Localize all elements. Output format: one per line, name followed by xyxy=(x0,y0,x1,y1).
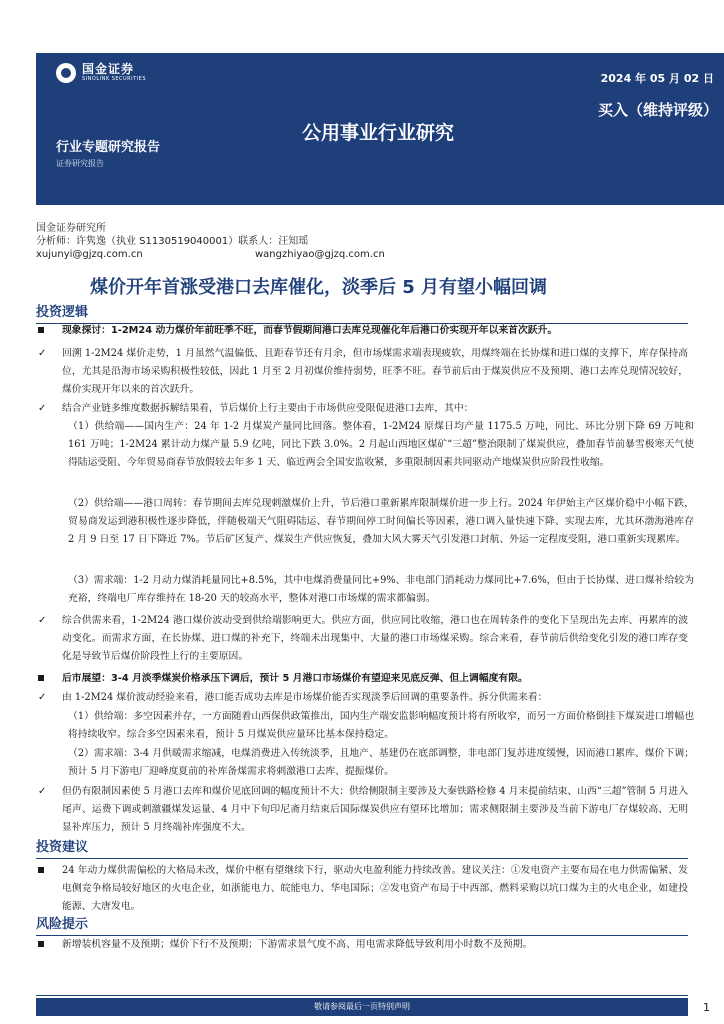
section-risk-warning: 风险提示 xyxy=(36,917,688,936)
square-bullet-icon xyxy=(38,862,44,880)
logic-outlook-intro: 由 1-2M24 煤价波动经验来看，港口能否成功去库是市场煤价能否实现淡季后回调的重要条件。拆分供需来看： xyxy=(62,692,548,703)
logic-review: 回溯 1-2M24 煤价走势，1 月虽然气温偏低、且距春节还有月余，但市场煤需求端表现疲软，用煤终端在长协煤和进口煤的支撑下，库存保持高位，尤其是沿海市场采购积极性较低，因此 1 月至 2 月初煤价维持弱势，旺季不旺。春节前后由于煤炭供应不及预期、港口去库兑现情况较好，煤价实现开年以来的首次跃升。 xyxy=(62,348,688,395)
check-bullet-icon: ✓ xyxy=(38,786,47,797)
logic-outlook: 后市展望：3-4 月淡季煤炭价格承压下调后，预计 5 月港口市场煤价有望迎来见底反弹、但上调幅度有限。 xyxy=(62,673,528,684)
footer-divider xyxy=(36,995,688,996)
logic-outlook-supply: （1）供给端：多空因素并存，一方面随着山西保供政策推出，国内生产端安监影响幅度预计将有所收窄，而另一方面价格倒挂下煤炭进口增幅也将持续收窄。综合多空因素来看，预计 5 月煤炭供应量环比基本保持稳定。 xyxy=(68,711,694,740)
check-bullet-icon: ✓ xyxy=(38,403,47,414)
report-main-title: 煤价开年首涨受港口去库催化，淡季后 5 月有望小幅回调 xyxy=(90,277,548,298)
square-bullet-icon xyxy=(38,322,44,340)
check-bullet-icon: ✓ xyxy=(38,348,47,359)
page-number: 1 xyxy=(703,1001,710,1014)
logic-summary: 综合供需来看，1-2M24 港口煤价波动受到供给端影响更大。供应方面，供应同比收缩，港口也在周转条件的变化下呈现出先去库、再累库的波动变化。而需求方面，在长协煤、进口煤的补充下，终端未出现集中、大量的港口市场煤采购。综合来看，春节前后供给变化引发的港口库存变化是导致节后煤价阶段性上行的主要原因。 xyxy=(62,615,688,662)
check-bullet-icon: ✓ xyxy=(38,615,47,626)
logic-outlook-limits: 但仍有限制因素使 5 月港口去库和煤价见底回调的幅度预计不大：供给侧限制主要涉及大秦铁路检修 4 月末提前结束、山西“三超”管制 5 月进入尾声、运费下调或刺激疆煤发运量、4 月中下旬印尼斋月结束后国际煤炭供应有望环比增加；需求侧限制主要涉及当前下游电厂存煤较高、无明显补库压力，预计 5 月终端补库强度不大。 xyxy=(62,786,688,833)
logo-name-en: SINOLINK SECURITIES xyxy=(82,76,146,82)
section-investment-advice: 投资建议 xyxy=(36,840,688,859)
check-bullet-icon: ✓ xyxy=(38,692,47,703)
logic-chain-intro: 结合产业链多维度数据拆解结果看，节后煤价上行主要由于市场供应受限促进港口去库，其中： xyxy=(62,403,474,414)
company-logo xyxy=(56,62,146,84)
industry-title: 公用事业行业研究 xyxy=(302,122,455,144)
analyst-line: 分析师：许隽逸（执业 S1130519040001）联系人：汪知瑶 xyxy=(36,236,309,247)
footer-disclaimer: 敬请参阅最后一页特别声明 xyxy=(314,1002,410,1011)
advice-text: 24 年动力煤供需偏松的大格局未改，煤价中枢有望继续下行，驱动火电盈利能力持续改善。建议关注：①发电资产主要布局在电力供需偏紧、发电侧竞争格局较好地区的火电企业，如浙能电力、皖能电力、华电国际；②发电资产布局于中西部、燃料采购以坑口煤为主的火电企业，如建投能源、大唐发电。 xyxy=(62,865,688,912)
square-bullet-icon xyxy=(38,670,44,688)
analyst-email[interactable]: xujunyi@gjzq.com.cn xyxy=(36,249,143,260)
logo-icon xyxy=(56,63,76,83)
contact-email[interactable]: wangzhiyao@gjzq.com.cn xyxy=(255,249,385,260)
report-sub-label: 证券研究报告 xyxy=(56,159,104,168)
logic-phenomenon: 现象探讨：1-2M24 动力煤价年前旺季不旺，而春节假期间港口去库兑现催化年后港口价实现开年以来首次跃升。 xyxy=(62,325,558,336)
logic-outlook-demand: （2）需求端：3-4 月供暖需求缩减，电煤消费进入传统淡季，且地产、基建仍在底部调整，非电部门复苏进度缓慢，因而港口累库、煤价下调；预计 5 月下游电厂迎峰度夏前的补库备煤需求将刺激港口去库、提振煤价。 xyxy=(68,748,694,777)
report-type: 行业专题研究报告 xyxy=(56,140,161,155)
risk-text: 新增装机容量不及预期；煤价下行不及预期；下游需求景气度不高、用电需求降低导致利用小时数不及预期。 xyxy=(62,939,533,950)
square-bullet-icon xyxy=(38,936,44,954)
logic-supply-production: （1）供给端——国内生产：24 年 1-2 月煤炭产量同比回落。整体看，1-2M24 原煤日均产量 1175.5 万吨，同比、环比分别下降 69 万吨和 161 万吨；1-2M24 累计动力煤产量 5.9 亿吨，同比下跌 3.0%。2 月起山西地区煤矿“三超”整治限制了煤炭供应，叠加春节前暴雪极寒天气使得陆运受阻、今年贸易商春节放假较去年多 1 天、临近两会全国安监收紧，多重限制因素共同驱动产地煤炭供应阶段性收缩。 xyxy=(68,421,694,468)
institute-name: 国金证券研究所 xyxy=(36,223,106,234)
logic-supply-port: （2）供给端——港口周转：春节期间去库兑现刺激煤价上升，节后港口重新累库限制煤价进一步上行。2024 年伊始主产区煤价稳中小幅下跌，贸易商发运到港积极性逐步降低，伴随极端天气阻碍陆运、春节期间停工时间偏长等因素，港口调入量快速下降、实现去库，尤其环渤海港库存 2 月 9 日至 17 日下降近 7%。节后矿区复产、煤炭生产供应恢复，叠加大风大雾天气引发港口封航、外运一定程度受阻，港口重新实现累库。 xyxy=(68,498,694,545)
logic-demand: （3）需求端：1-2 月动力煤消耗量同比+8.5%，其中电煤消费量同比+9%、非电部门消耗动力煤同比+7.6%，但由于长协煤、进口煤补给较为充裕，终端电厂库存维持在 18-20 天的较高水平，整体对港口市场煤的需求都偏弱。 xyxy=(68,575,694,604)
report-date: 2024 年 05 月 02 日 xyxy=(600,72,714,85)
investment-rating: 买入（维持评级） xyxy=(597,101,718,119)
author-block xyxy=(36,222,385,261)
section-investment-logic: 投资逻辑 xyxy=(36,305,688,324)
logo-name-cn: 国金证券 xyxy=(82,62,135,76)
